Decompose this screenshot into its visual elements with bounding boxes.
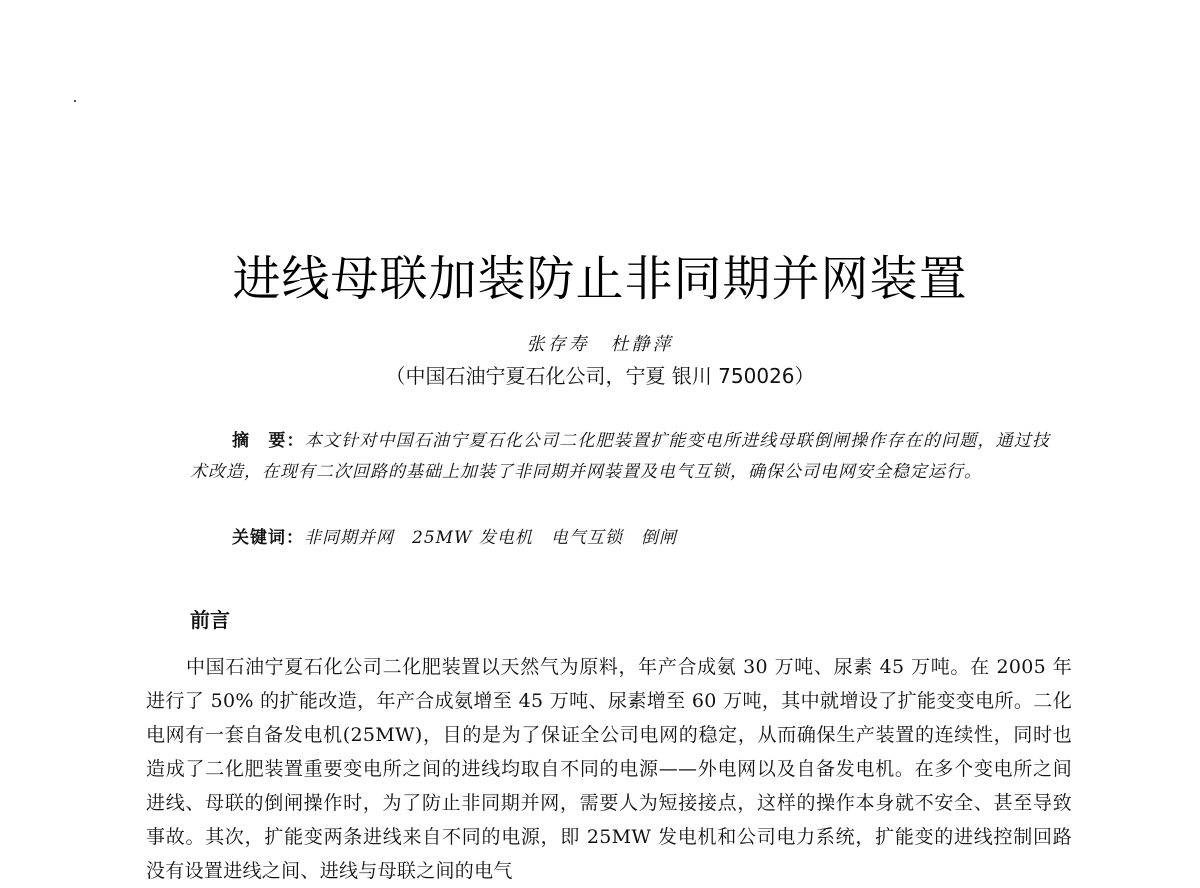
scan-speck xyxy=(74,100,76,102)
keywords-label: 关键词： xyxy=(232,528,304,548)
keyword-item: 25MW 发电机 xyxy=(412,528,533,548)
keyword-item: 电气互锁 xyxy=(550,528,623,548)
abstract-label: 摘 要： xyxy=(232,431,305,451)
keyword-item: 倒闸 xyxy=(640,528,677,548)
abstract-text: 本文针对中国石油宁夏石化公司二化肥装置扩能变电所进线母联倒闸操作存在的问题，通过技术改造，在现有二次回路的基础上加装了非同期并网装置及电气互锁，确保公司电网安全稳定运行。 xyxy=(190,431,1051,482)
authors: 张存寿 杜静萍 xyxy=(526,334,674,355)
keyword-item: 非同期并网 xyxy=(304,528,394,548)
keywords xyxy=(232,523,695,548)
paper-title: 进线母联加装防止非同期并网装置 xyxy=(232,251,968,307)
section-heading: 前言 xyxy=(190,608,230,632)
body-paragraph: 中国石油宁夏石化公司二化肥装置以天然气为原料，年产合成氨 30 万吨、尿素 45 万吨。在 2005 年进行了 50% 的扩能改造，年产合成氨增至 45 万吨、尿素增至 60 万吨，其中就增设了扩能变变电所。二化电网有一套自备发电机(25MW)，目的是为了保证全公司电网的稳定，从而确保生产装置的连续性，同时也造成了二化肥装置重要变电所之间的进线均取自不同的电源——外电网以及自备发电机。在多个变电所之间进线、母联的倒闸操作时，为了防止非同期并网，需要人为短接接点，这样的操作本身就不安全、甚至导致事故。其次，扩能变两条进线来自不同的电源，即 25MW 发电机和公司电力系统，扩能变的进线控制回路没有设置进线之间、进线与母联之间的电气 xyxy=(146,656,1072,882)
abstract xyxy=(190,426,1050,488)
affiliation: （中国石油宁夏石化公司，宁夏 银川 750026） xyxy=(385,364,815,388)
